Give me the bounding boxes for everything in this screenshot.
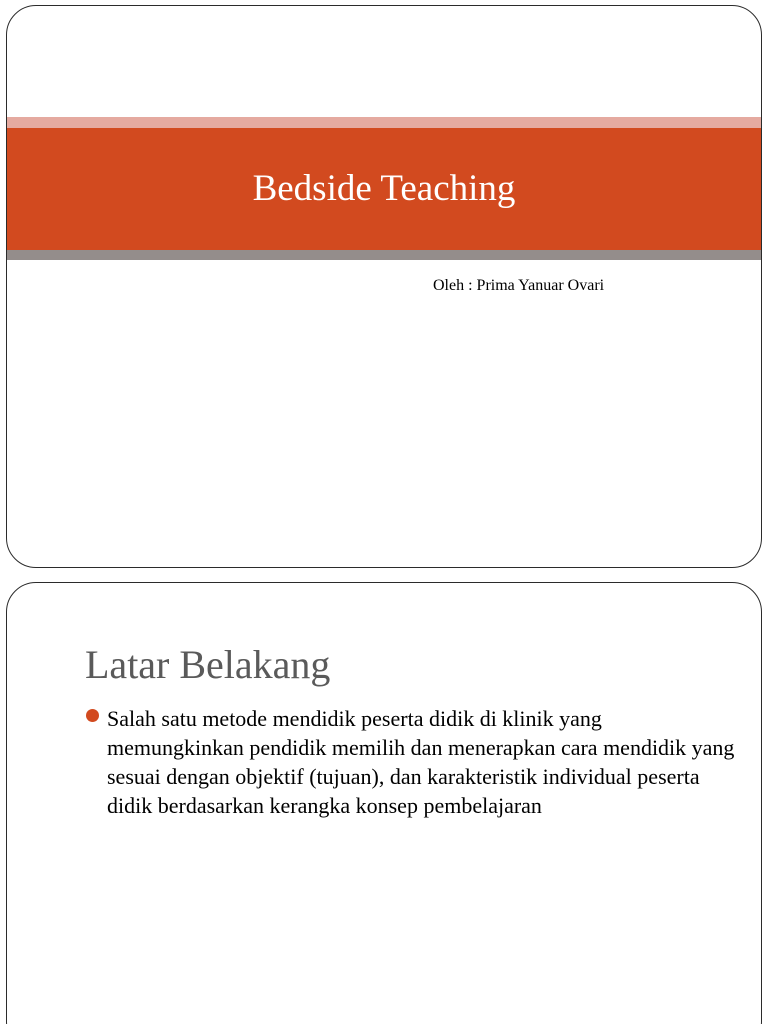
- title-band-top-stripe: [7, 117, 761, 128]
- slide-title-text: Bedside Teaching: [252, 168, 516, 209]
- bullet-dot-icon: [86, 709, 99, 722]
- title-band-bottom-stripe: [7, 250, 761, 260]
- slide-heading: Latar Belakang: [85, 642, 331, 687]
- bullet-list: [85, 704, 735, 820]
- slide-latar-belakang: [6, 582, 762, 1024]
- bullet-text: Salah satu metode mendidik peserta didik di klinik yang memungkinkan pendidik memilih dan menerapkan cara mendidik yang sesuai dengan objektif (tujuan), dan karakteristik individual peserta didik berdasarkan kerangka konsep pembelajaran: [107, 706, 735, 818]
- bullet-item: [85, 704, 735, 820]
- slide-title: [6, 5, 762, 568]
- slide-subtitle-author: Oleh : Prima Yanuar Ovari: [433, 277, 605, 294]
